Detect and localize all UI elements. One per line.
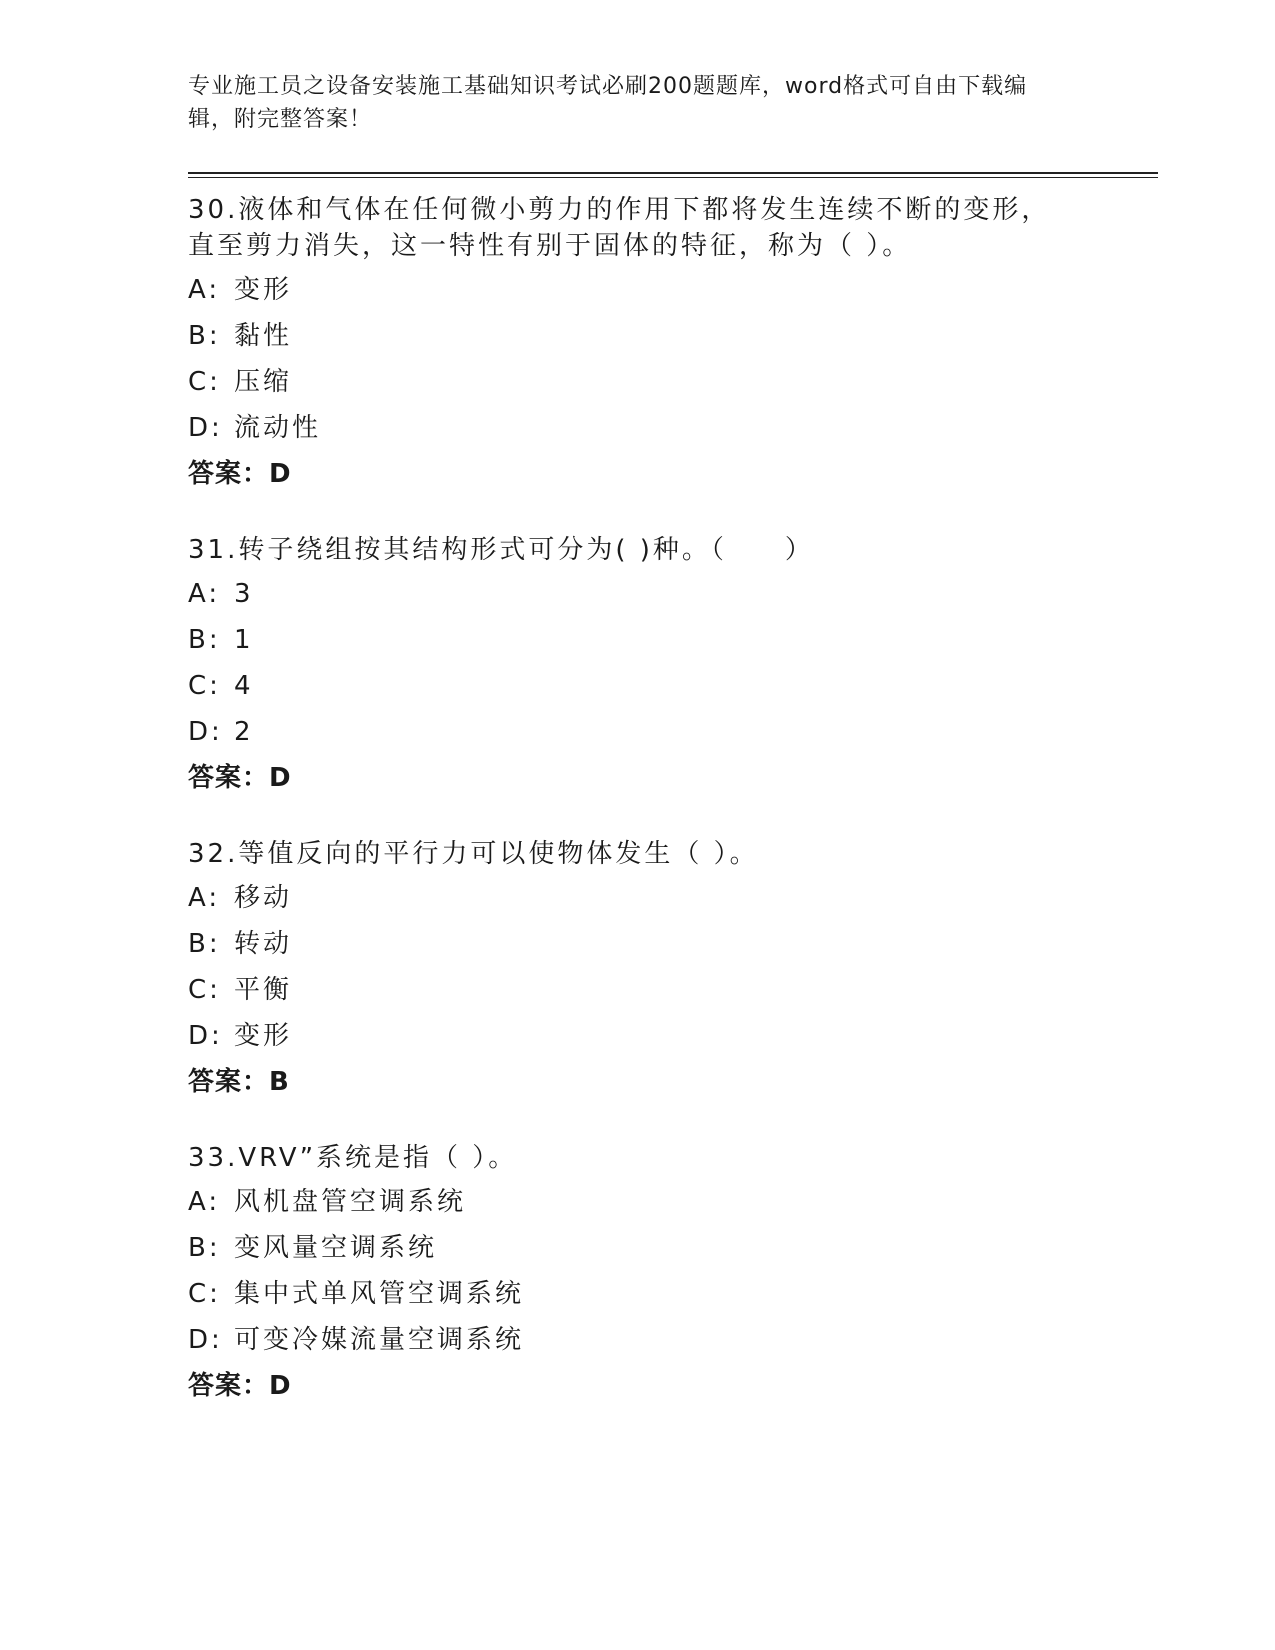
option-text: 4 [234,671,254,701]
option-text: 1 [234,625,254,655]
option-text: 压缩 [234,367,293,397]
option-d [188,410,1158,446]
document-page [188,70,1158,1404]
option-key: A: [188,1187,221,1217]
answer-line: 答案：B [188,1067,290,1097]
option-key: A: [188,579,221,609]
document-header: 专业施工员之设备安装施工基础知识考试必刷200题题库，word格式可自由下载编辑，附完整答案！ [188,74,1028,132]
answer-line: 答案：D [188,1371,292,1401]
option-text: 可变冷媒流量空调系统 [234,1325,525,1355]
header-divider [188,172,1158,178]
option-text: 变风量空调系统 [234,1233,438,1263]
option-key: D: [188,1021,223,1051]
option-text: 转动 [234,929,293,959]
option-key: D: [188,717,223,747]
option-key: D: [188,1325,223,1355]
option-key: C: [188,975,221,1005]
option-text: 3 [234,579,254,609]
question-33 [188,1140,1158,1404]
question-30 [188,192,1158,492]
option-a [188,1184,1158,1220]
option-a [188,272,1158,308]
option-a [188,576,1158,612]
option-b [188,1230,1158,1266]
option-d [188,1018,1158,1054]
option-key: B: [188,929,221,959]
option-c [188,972,1158,1008]
option-b [188,926,1158,962]
option-text: 风机盘管空调系统 [234,1187,467,1217]
option-key: B: [188,625,221,655]
question-32 [188,836,1158,1100]
option-text: 流动性 [234,413,322,443]
option-text: 黏性 [234,321,293,351]
option-key: D: [188,413,223,443]
option-key: B: [188,1233,221,1263]
option-c [188,668,1158,704]
question-stem: 33.VRV”系统是指（ ）。 [188,1143,518,1173]
option-d [188,1322,1158,1358]
question-31 [188,532,1158,796]
option-key: C: [188,367,221,397]
option-text: 平衡 [234,975,293,1005]
option-key: C: [188,671,221,701]
option-d [188,714,1158,750]
option-text: 集中式单风管空调系统 [234,1279,525,1309]
option-b [188,622,1158,658]
option-text: 移动 [234,883,293,913]
option-key: A: [188,883,221,913]
option-key: C: [188,1279,221,1309]
question-stem: 32.等值反向的平行力可以使物体发生（ ）。 [188,839,759,869]
option-c [188,1276,1158,1312]
option-a [188,880,1158,916]
option-text: 变形 [234,1021,293,1051]
question-stem: 31.转子绕组按其结构形式可分为( )种。（ ） [188,535,814,565]
answer-line: 答案：D [188,459,292,489]
option-key: B: [188,321,221,351]
question-stem: 30.液体和气体在任何微小剪力的作用下都将发生连续不断的变形，直至剪力消失，这一特性有别于固体的特征，称为（ ）。 [188,195,1051,261]
option-text: 2 [234,717,254,747]
option-text: 变形 [234,275,293,305]
answer-line: 答案：D [188,763,292,793]
option-c [188,364,1158,400]
option-b [188,318,1158,354]
option-key: A: [188,275,221,305]
